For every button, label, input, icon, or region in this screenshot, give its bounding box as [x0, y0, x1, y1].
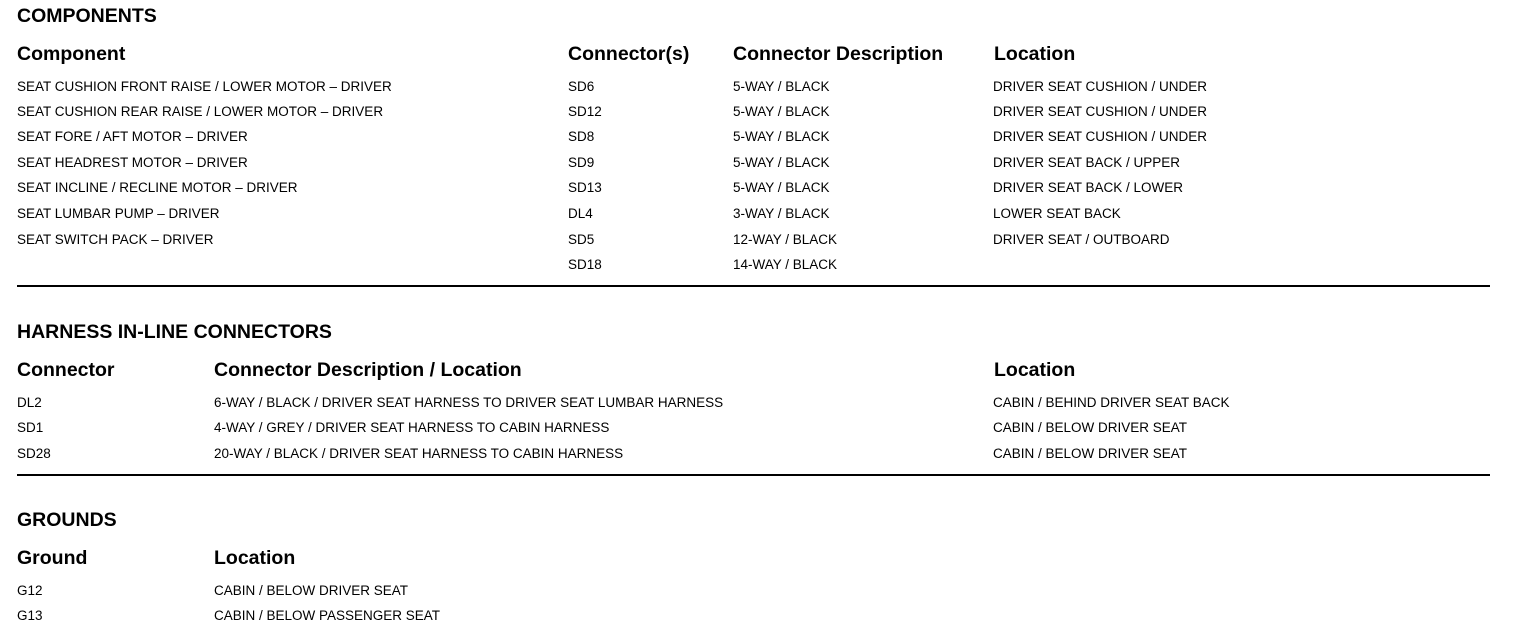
- components-header-location: Location: [994, 43, 1076, 65]
- grounds-header-ground: Ground: [17, 547, 88, 569]
- components-header-component: Component: [17, 43, 126, 65]
- connector-cell: DL4: [568, 206, 593, 221]
- connector-description-cell: 5-WAY / BLACK: [733, 129, 830, 144]
- components-header-connectors: Connector(s): [568, 43, 690, 65]
- connector-description-cell: 5-WAY / BLACK: [733, 155, 830, 170]
- location-cell: DRIVER SEAT CUSHION / UNDER: [993, 129, 1208, 144]
- location-cell: DRIVER SEAT BACK / LOWER: [993, 180, 1184, 195]
- connector-description-cell: 12-WAY / BLACK: [733, 232, 838, 247]
- connector-cell: SD6: [568, 79, 595, 94]
- grounds-header-location: Location: [214, 547, 296, 569]
- component-cell: SEAT HEADREST MOTOR – DRIVER: [17, 155, 248, 170]
- connector-cell: SD13: [568, 180, 602, 195]
- location-cell: CABIN / BELOW DRIVER SEAT: [214, 583, 409, 598]
- location-cell: DRIVER SEAT BACK / UPPER: [993, 155, 1181, 170]
- components-section-title: COMPONENTS: [17, 5, 157, 27]
- connector-description-cell: 6-WAY / BLACK / DRIVER SEAT HARNESS TO DRIVER SEAT LUMBAR HARNESS: [214, 395, 724, 410]
- connector-description-cell: 5-WAY / BLACK: [733, 180, 830, 195]
- harness-section-title: HARNESS IN-LINE CONNECTORS: [17, 321, 332, 343]
- connector-cell: SD5: [568, 232, 595, 247]
- section-divider: [17, 285, 1490, 287]
- components-header-connector-description: Connector Description: [733, 43, 944, 65]
- connector-description-cell: 5-WAY / BLACK: [733, 79, 830, 94]
- location-cell: DRIVER SEAT CUSHION / UNDER: [993, 79, 1208, 94]
- connector-cell: SD12: [568, 104, 602, 119]
- component-cell: SEAT CUSHION FRONT RAISE / LOWER MOTOR – DRIVER: [17, 79, 392, 94]
- connector-cell: SD18: [568, 257, 602, 272]
- component-cell: SEAT SWITCH PACK – DRIVER: [17, 232, 214, 247]
- location-cell: CABIN / BELOW DRIVER SEAT: [993, 420, 1188, 435]
- connector-description-cell: 5-WAY / BLACK: [733, 104, 830, 119]
- connector-cell: DL2: [17, 395, 42, 410]
- connector-cell: SD8: [568, 129, 595, 144]
- location-cell: LOWER SEAT BACK: [993, 206, 1121, 221]
- connector-cell: SD28: [17, 446, 51, 461]
- location-cell: DRIVER SEAT CUSHION / UNDER: [993, 104, 1208, 119]
- component-cell: SEAT FORE / AFT MOTOR – DRIVER: [17, 129, 248, 144]
- location-cell: DRIVER SEAT / OUTBOARD: [993, 232, 1170, 247]
- grounds-section-title: GROUNDS: [17, 509, 117, 531]
- location-cell: CABIN / BELOW DRIVER SEAT: [993, 446, 1188, 461]
- harness-header-connector: Connector: [17, 359, 115, 381]
- component-cell: SEAT LUMBAR PUMP – DRIVER: [17, 206, 220, 221]
- harness-header-location: Location: [994, 359, 1076, 381]
- connector-cell: SD9: [568, 155, 595, 170]
- location-cell: CABIN / BEHIND DRIVER SEAT BACK: [993, 395, 1230, 410]
- ground-cell: G12: [17, 583, 43, 598]
- harness-header-description: Connector Description / Location: [214, 359, 522, 381]
- connector-description-cell: 14-WAY / BLACK: [733, 257, 838, 272]
- section-divider: [17, 474, 1490, 476]
- connector-description-cell: 3-WAY / BLACK: [733, 206, 830, 221]
- location-cell: CABIN / BELOW PASSENGER SEAT: [214, 608, 441, 623]
- ground-cell: G13: [17, 608, 43, 623]
- connector-description-cell: 4-WAY / GREY / DRIVER SEAT HARNESS TO CABIN HARNESS: [214, 420, 610, 435]
- component-cell: SEAT INCLINE / RECLINE MOTOR – DRIVER: [17, 180, 298, 195]
- connector-description-cell: 20-WAY / BLACK / DRIVER SEAT HARNESS TO CABIN HARNESS: [214, 446, 624, 461]
- component-cell: SEAT CUSHION REAR RAISE / LOWER MOTOR – DRIVER: [17, 104, 384, 119]
- connector-cell: SD1: [17, 420, 44, 435]
